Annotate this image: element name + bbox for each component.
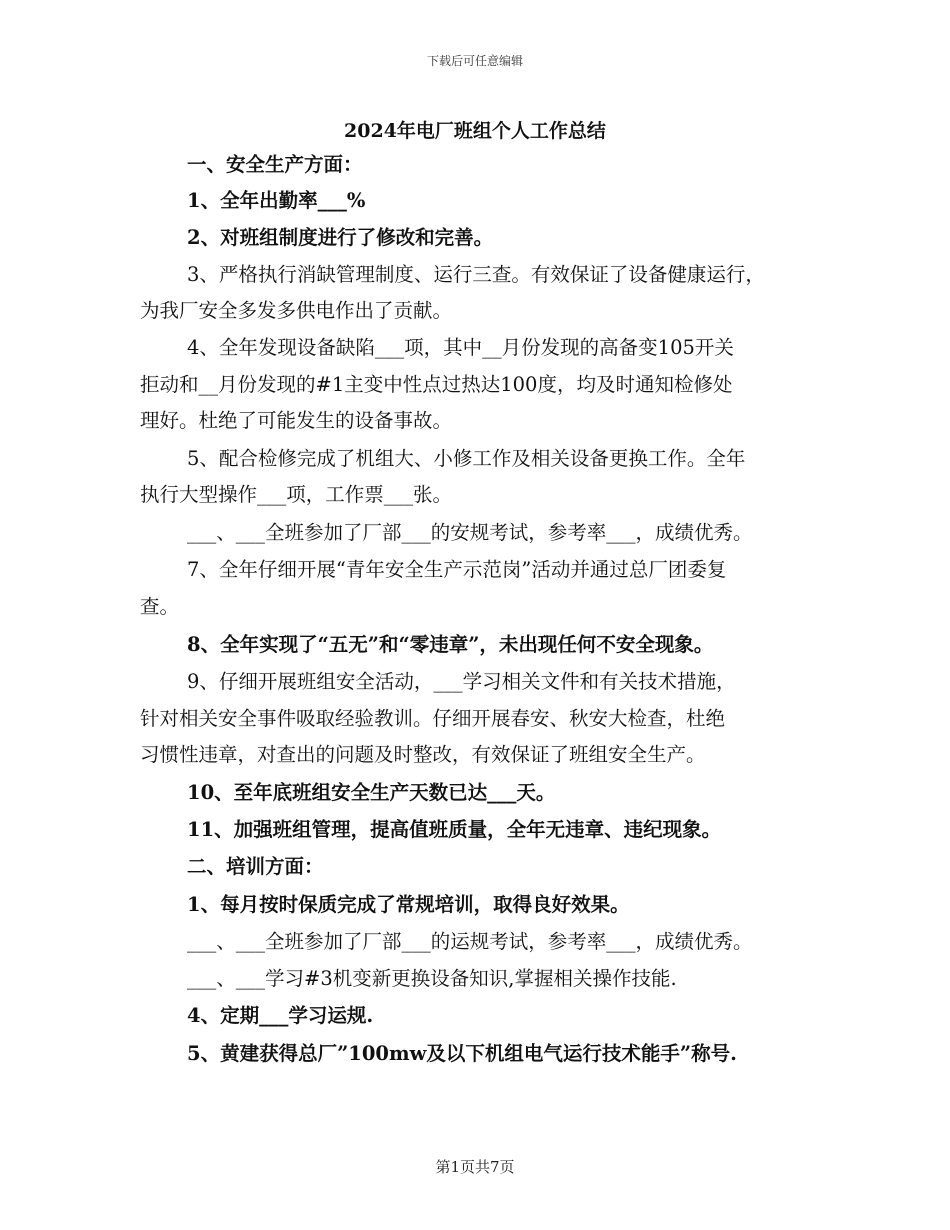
body-line: 为我厂安全多发多供电作出了贡献。	[140, 299, 453, 322]
body-line: 8、全年实现了“五无”和“零违章”，未出现任何不安全现象。	[187, 633, 714, 656]
body-line: 7、全年仔细开展“青年安全生产示范岗”活动并通过总厂团委复	[187, 558, 727, 581]
page-header-note: 下载后可任意编辑	[426, 54, 523, 68]
body-line: 一、安全生产方面：	[187, 153, 363, 176]
body-line: ___、___学习#3机变新更换设备知识,掌握相关操作技能.	[187, 967, 677, 990]
body-line: 4、定期___学习运规.	[187, 1004, 374, 1027]
body-line: 3、严格执行消缺管理制度、运行三查。有效保证了设备健康运行，	[187, 263, 765, 286]
body-line: 2、对班组制度进行了修改和完善。	[187, 226, 494, 249]
body-line: 二、培训方面：	[187, 855, 324, 878]
body-line: ___、___全班参加了厂部___的运规考试，参考率___，成绩优秀。	[187, 930, 753, 953]
body-line: 5、黄建获得总厂”100mw及以下机组电气运行技术能手”称号.	[187, 1042, 737, 1065]
body-line: 4、全年发现设备缺陷___项，其中__月份发现的高备变105开关	[187, 336, 734, 359]
body-line: 理好。杜绝了可能发生的设备事故。	[140, 409, 453, 432]
body-line: 1、全年出勤率___%	[187, 189, 366, 212]
page-number-footer: 第1页共7页	[435, 1158, 515, 1176]
body-line: 查。	[140, 595, 180, 618]
body-line: 针对相关安全事件吸取经验教训。仔细开展春安、秋安大检查，杜绝	[140, 707, 726, 730]
body-line: 拒动和__月份发现的#1主变中性点过热达100度，均及时通知检修处	[140, 373, 733, 396]
body-line: 11、加强班组管理，提高值班质量，全年无违章、违纪现象。	[187, 818, 722, 841]
body-line: 5、配合检修完成了机组大、小修工作及相关设备更换工作。全年	[187, 447, 746, 470]
body-line: 10、至年底班组安全生产天数已达___天。	[187, 781, 556, 804]
body-line: 习惯性违章，对查出的问题及时整改，有效保证了班组安全生产。	[140, 743, 706, 766]
body-line: ___、___全班参加了厂部___的安规考试，参考率___，成绩优秀。	[187, 521, 753, 544]
body-line: 执行大型操作___项，工作票___张。	[140, 483, 453, 506]
body-line: 1、每月按时保质完成了常规培训，取得良好效果。	[187, 893, 630, 916]
body-line: 9、仔细开展班组安全活动，___学习相关文件和有关技术措施，	[187, 670, 736, 693]
document-title: 2024年电厂班组个人工作总结	[344, 120, 606, 142]
